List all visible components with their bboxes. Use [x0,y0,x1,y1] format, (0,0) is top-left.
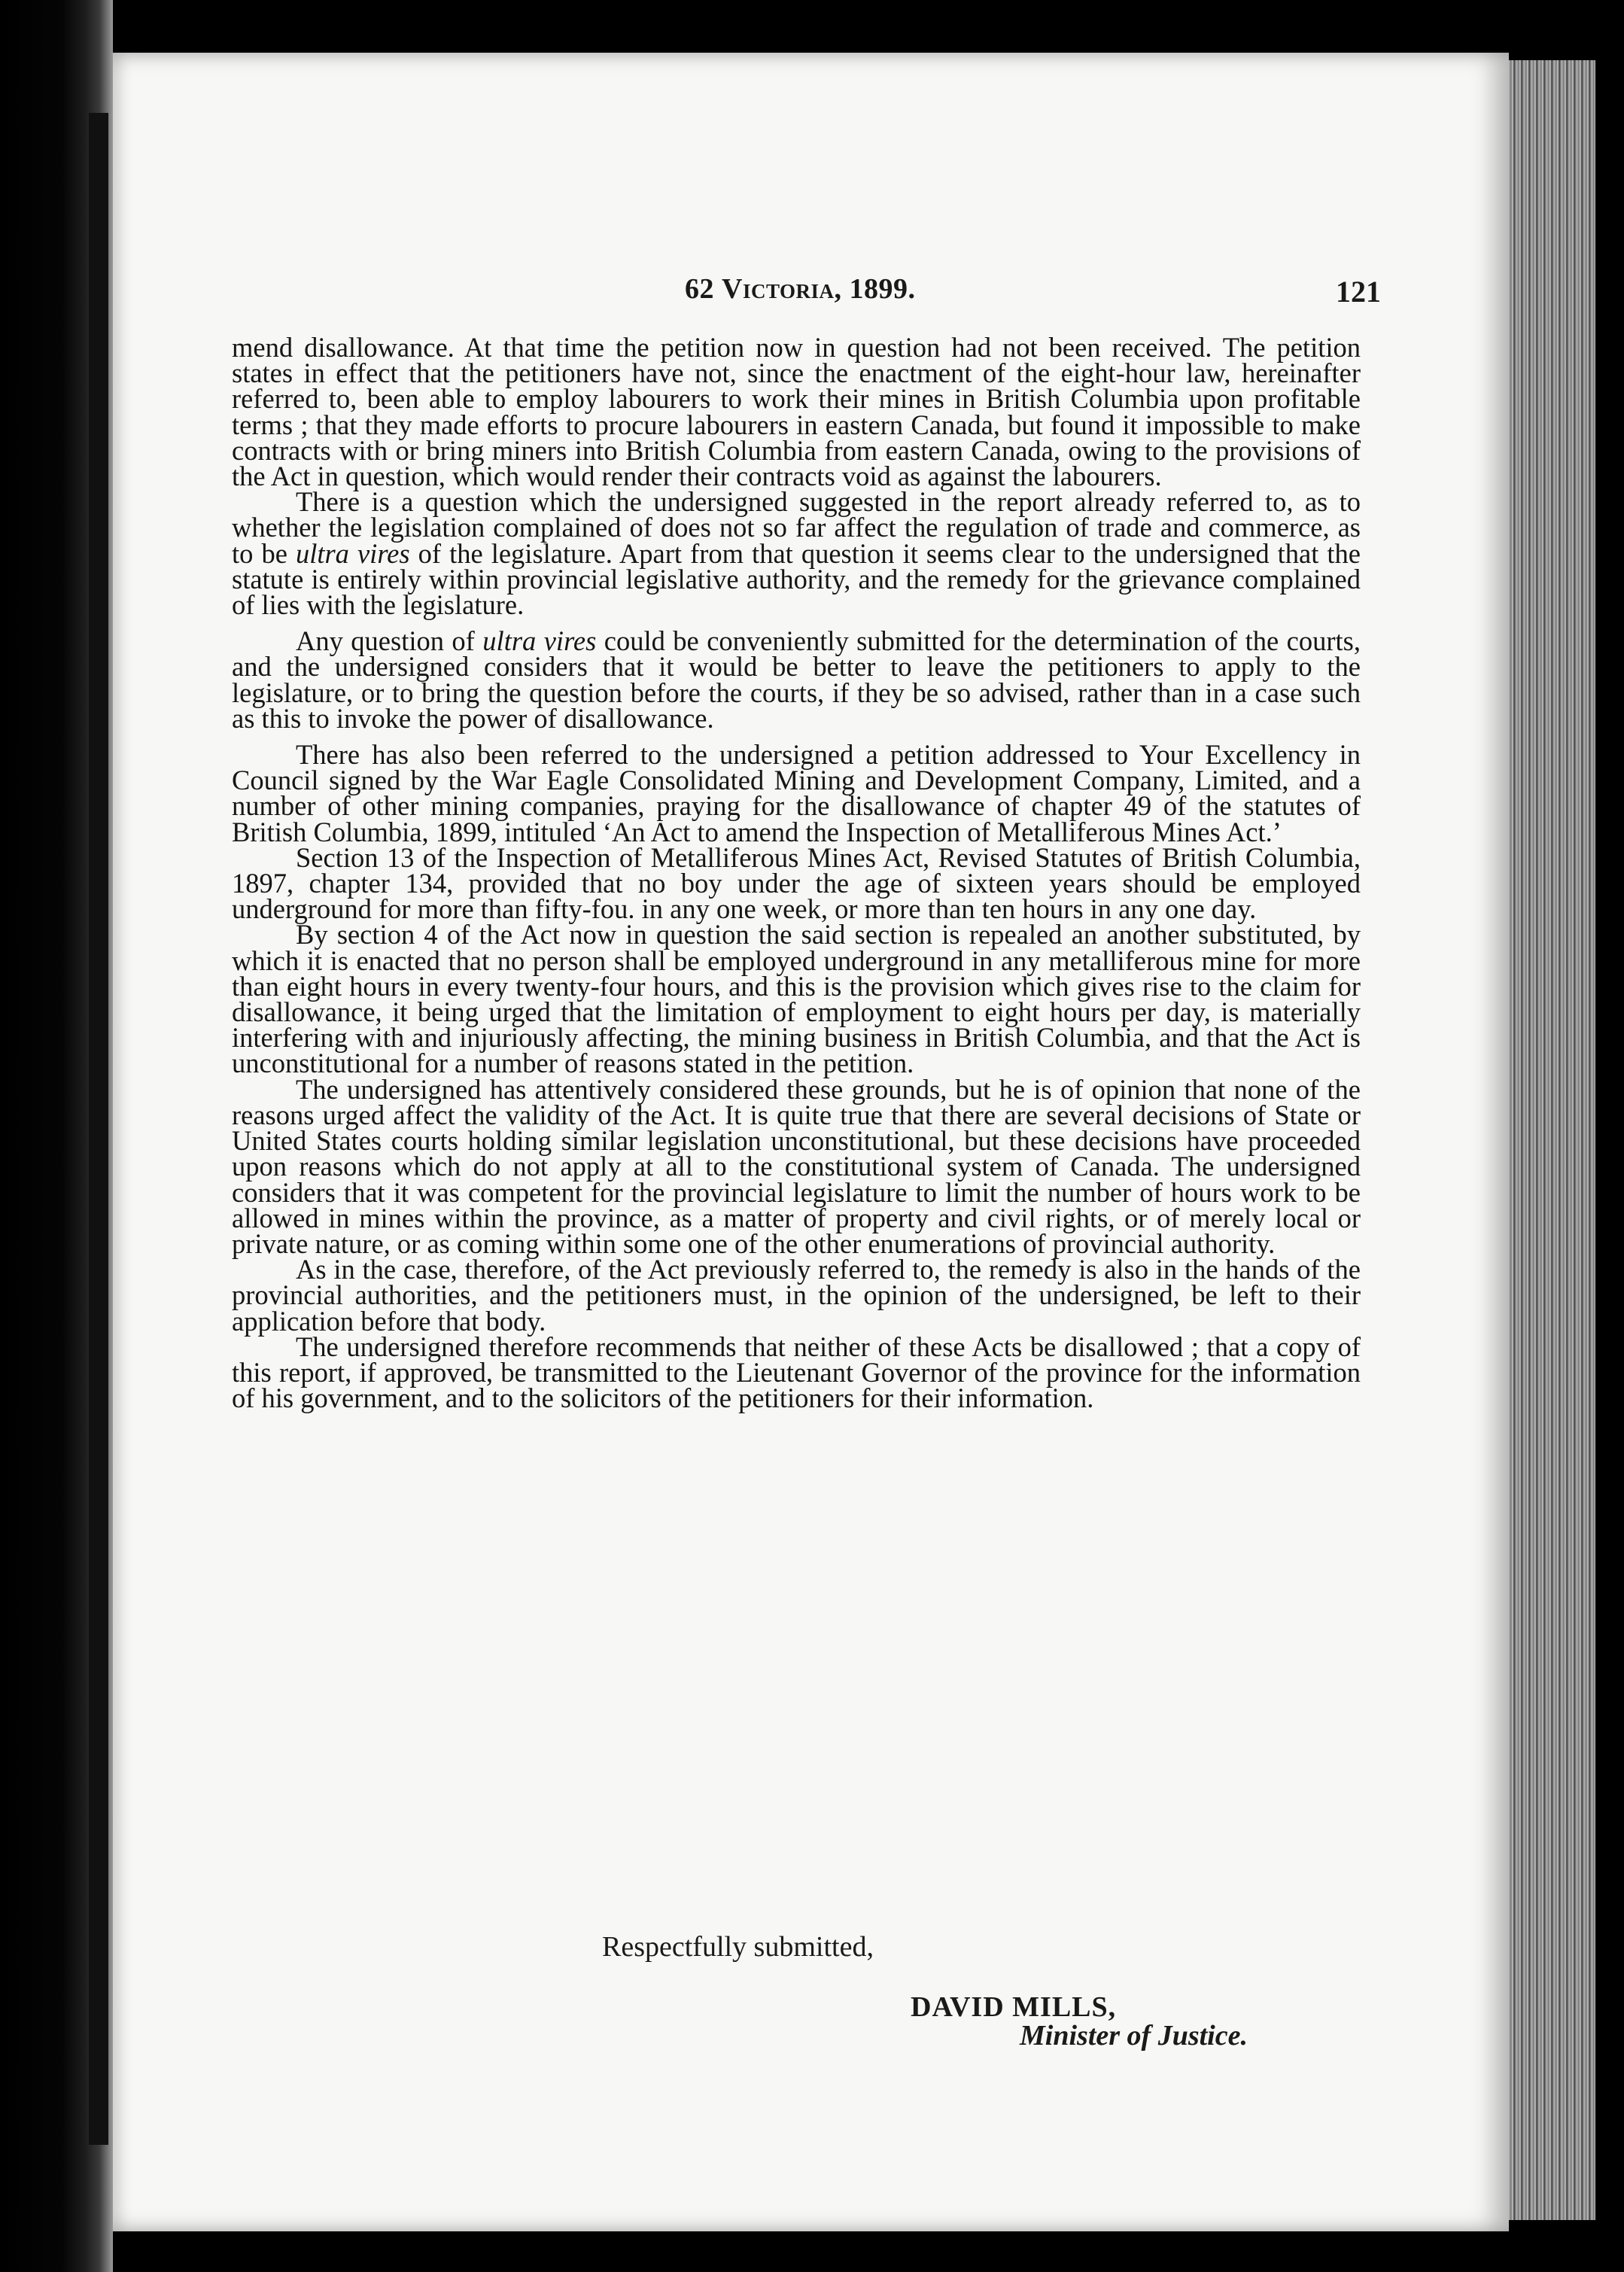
page-number: 121 [1336,275,1381,309]
paragraph: There is a question which the undersigned suggested in the report already referred to, as to whether the legislation complained of does not so far affect the regulation of trade and commerce, as to be ultra vires of the legislature. Apart from that question it seems clear to the undersigned that the statute is entirely within provincial legislative authority, and the remedy for the grievance complained of lies with the legislature. [232,486,1361,621]
report-body [232,332,1361,1414]
paragraph: mend disallowance. At that time the petition now in question had not been received. The petition states in effect that the petitioners have not, since the enactment of the eight-hour law, hereinafter referred to, been able to employ labourers to work their mines in British Columbia upon profitable terms ; that they made efforts to procure labourers in eastern Canada, but found it impossible to make contracts with or bring miners into British Columbia from eastern Canada, owing to the provisions of the Act in question, which would render their contracts void as against the labourers. [232,332,1361,492]
spine-binding [89,113,108,2145]
paragraph: Section 13 of the Inspection of Metalliferous Mines Act, Revised Statutes of British Columbia, 1897, chapter 134, provided that no boy under the age of sixteen years should be employed underground for more than fifty-fou. in any one week, or more than ten hours in any one day. [232,841,1361,925]
running-head [685,272,915,306]
right-margin [1595,0,1624,2272]
page-header [113,272,1509,318]
signature-name: DAVID MILLS, [911,1991,1117,2023]
paragraph: As in the case, therefore, of the Act previously referred to, the remedy is also in the hands of the provincial authorities, and the petitioners must, in the opinion of the undersigned, be left to their application before that body. [232,1254,1361,1337]
paragraph: The undersigned therefore recommends that neither of these Acts be disallowed ; that a copy of this report, if approved, be transmitted to the Lieutenant Governor of the province for the information of his government, and to the solicitors of the petitioners for their information. [232,1331,1361,1414]
page-edges [1509,60,1595,2220]
running-head-number: 62 [685,273,714,305]
paragraph: Any question of ultra vires could be conveniently submitted for the determination of the courts, and the undersigned considers that it would be better to leave the petitioners to apply to the legislature, or to bring the question before the courts, if they be so advised, rather than in a case such as this to invoke the power of disallowance. [232,625,1361,734]
signature-title: Minister of Justice. [1020,2020,1248,2051]
paragraph: The undersigned has attentively considered these grounds, but he is of opinion that none of the reasons urged affect the validity of the Act. It is quite true that there are several decisions of State or United States courts holding similar legislation unconstitutional, but these decisions have proceeded upon reasons which do not apply at all to the constitutional system of Canada. The undersigned considers that it was competent for the provincial legislature to limit the number of hours work to be allowed in mines within the province, as a matter of property and civil rights, or of merely local or private nature, or as coming within some one of the other enumerations of provincial authority. [232,1073,1361,1259]
running-head-word: Victoria [722,273,835,305]
italic-term: ultra vires [295,537,410,569]
running-head-year: , 1899. [834,273,916,305]
italic-term: ultra vires [482,625,597,657]
closing-line: Respectfully submitted, [602,1931,874,1963]
paragraph: There has also been referred to the undersigned a petition addressed to Your Excellency in Council signed by the War Eagle Consolidated Mining and Development Company, Limited, and a number of other mining companies, praying for the disallowance of chapter 49 of the statutes of British Columbia, 1899, intituled ‘An Act to amend the Inspection of Metalliferous Mines Act.’ [232,739,1361,847]
left-book-spine [0,0,113,2272]
paragraph: By section 4 of the Act now in question the said section is repealed an another substituted, by which it is enacted that no person shall be employed underground in any metalliferous mine for more than eight hours in every twenty-four hours, and this is the provision which gives rise to the claim for disallowance, it being urged that the limitation of employment to eight hours per day, is materially interfering with and injuriously affecting, the mining business in British Columbia, and that the Act is unconstitutional for a number of reasons stated in the petition. [232,919,1361,1079]
